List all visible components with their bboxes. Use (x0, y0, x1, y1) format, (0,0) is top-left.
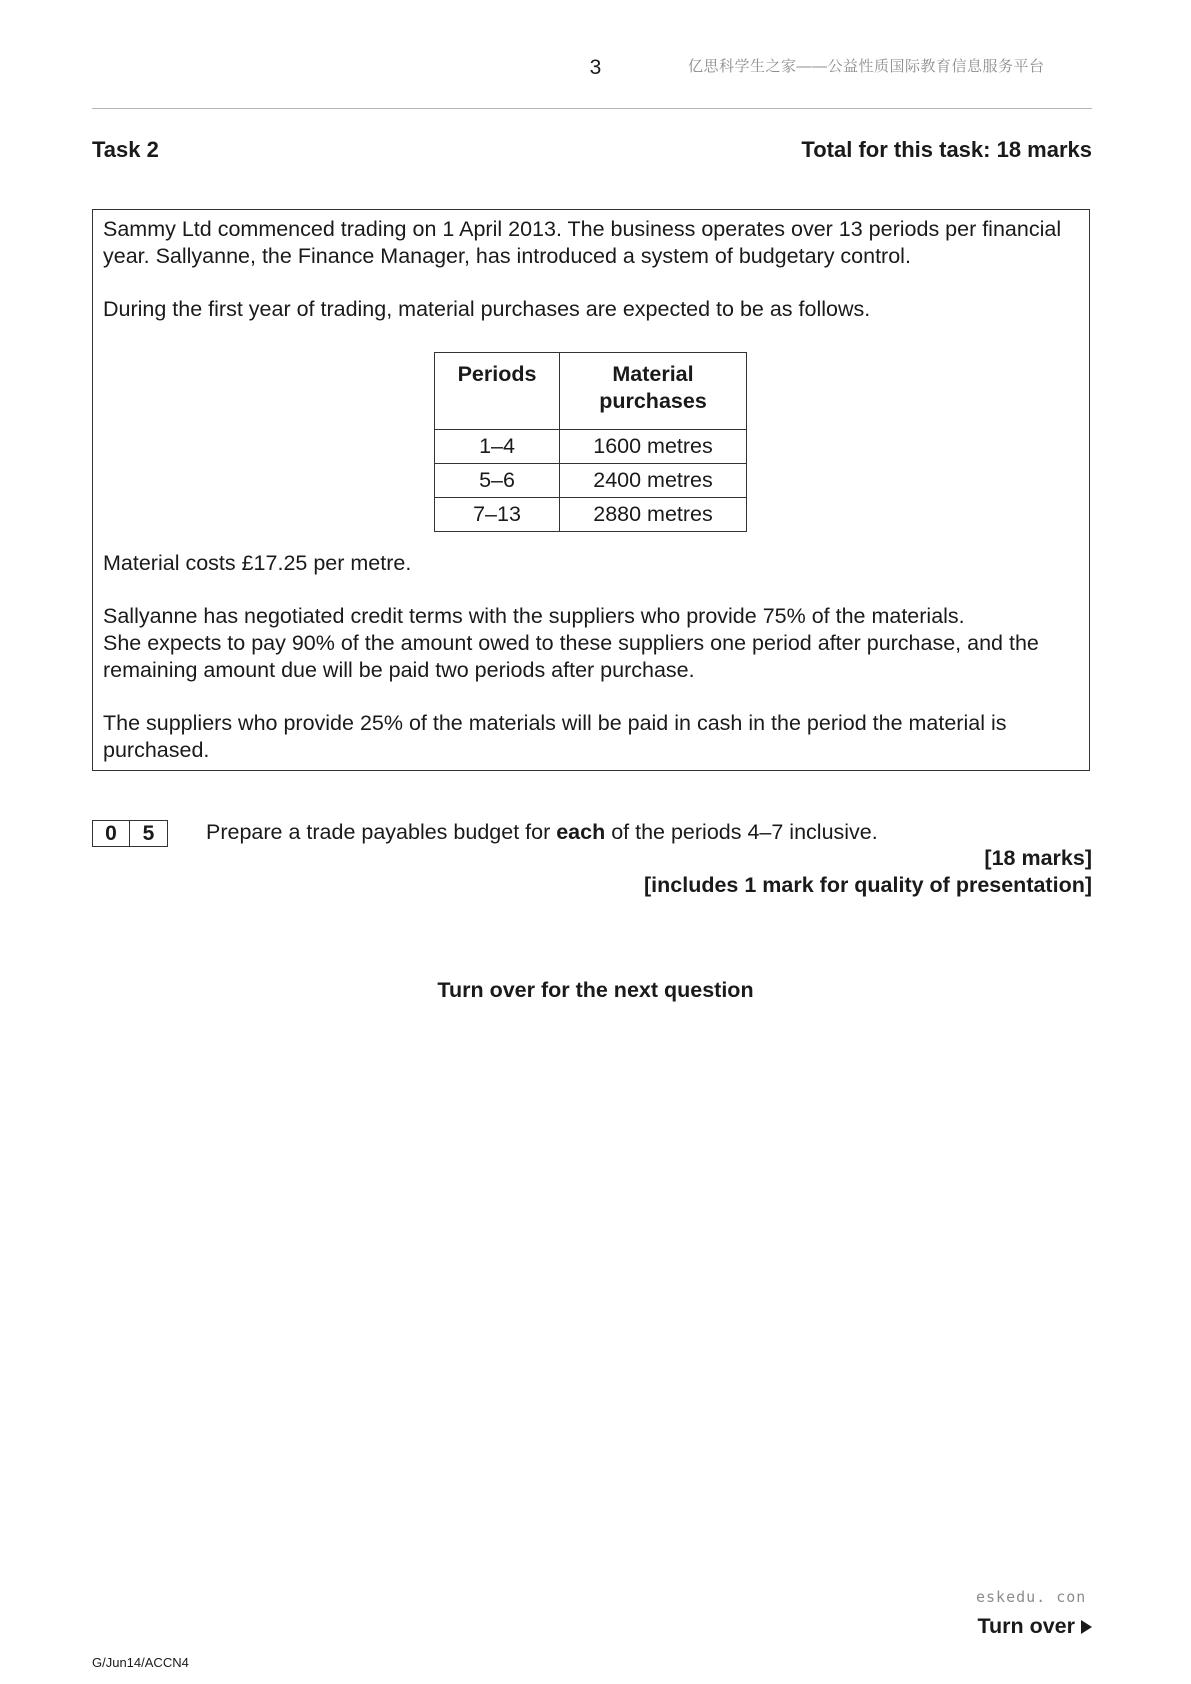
scenario-paragraph-intro: Sammy Ltd commenced trading on 1 April 2013. The business operates over 13 periods per financial year. Sallyanne, the Finance Manager, has introduced a system of budgetary control. (103, 217, 1062, 268)
cell-periods: 7–13 (435, 498, 560, 532)
cell-material-purchases: 1600 metres (560, 430, 747, 464)
question-number-digit: 5 (130, 820, 168, 847)
triangle-right-icon (1081, 1620, 1092, 1634)
scenario-paragraph-material-cost: Material costs £17.25 per metre. (103, 551, 412, 575)
table-row (435, 430, 747, 464)
column-header-periods: Periods (435, 353, 560, 430)
page-number: 3 (589, 56, 602, 79)
scenario-paragraph-cash-suppliers: The suppliers who provide 25% of the materials will be paid in cash in the period the material is purchased. (103, 711, 1007, 762)
scenario-paragraph-credit-terms (103, 603, 1083, 684)
watermark-bottom: eskedu. con (976, 1588, 1087, 1606)
task-total-marks: Total for this task: 18 marks (801, 137, 1092, 162)
cell-material-purchases: 2880 metres (560, 498, 747, 532)
question-number-box (92, 820, 168, 847)
scenario-paragraph-purchases: During the first year of trading, material purchases are expected to be as follows. (103, 297, 871, 321)
question-text (206, 820, 878, 845)
cell-material-purchases: 2400 metres (560, 464, 747, 498)
column-header-material-purchases: Material purchases (560, 353, 747, 430)
table-row (435, 498, 747, 532)
turn-over-label: Turn over (977, 1614, 1075, 1638)
turn-over-footer (977, 1614, 1092, 1639)
question-number-digit: 0 (92, 820, 130, 847)
question-text-emphasis: each (556, 820, 606, 844)
credit-terms-line-2: She expects to pay 90% of the amount owed to these suppliers one period after purchase, and the remaining amount due will be paid two periods after purchase. (103, 631, 1039, 682)
material-purchases-table (434, 352, 747, 532)
credit-terms-line-1: Sallyanne has negotiated credit terms with the suppliers who provide 75% of the materials. (103, 604, 965, 628)
document-code: G/Jun14/ACCN4 (92, 1655, 189, 1670)
watermark-top: 亿思科学生之家——公益性质国际教育信息服务平台 (688, 58, 1045, 75)
header-divider (92, 108, 1092, 109)
question-marks: [18 marks] (984, 846, 1092, 870)
turn-over-next-question: Turn over for the next question (437, 978, 754, 1002)
table-header-row (435, 353, 747, 430)
table-row (435, 464, 747, 498)
question-text-start: Prepare a trade payables budget for (206, 820, 557, 844)
question-text-end: of the periods 4–7 inclusive. (605, 820, 878, 844)
question-marks-note: [includes 1 mark for quality of presentation] (644, 873, 1092, 897)
task-title: Task 2 (92, 137, 159, 162)
cell-periods: 1–4 (435, 430, 560, 464)
cell-periods: 5–6 (435, 464, 560, 498)
